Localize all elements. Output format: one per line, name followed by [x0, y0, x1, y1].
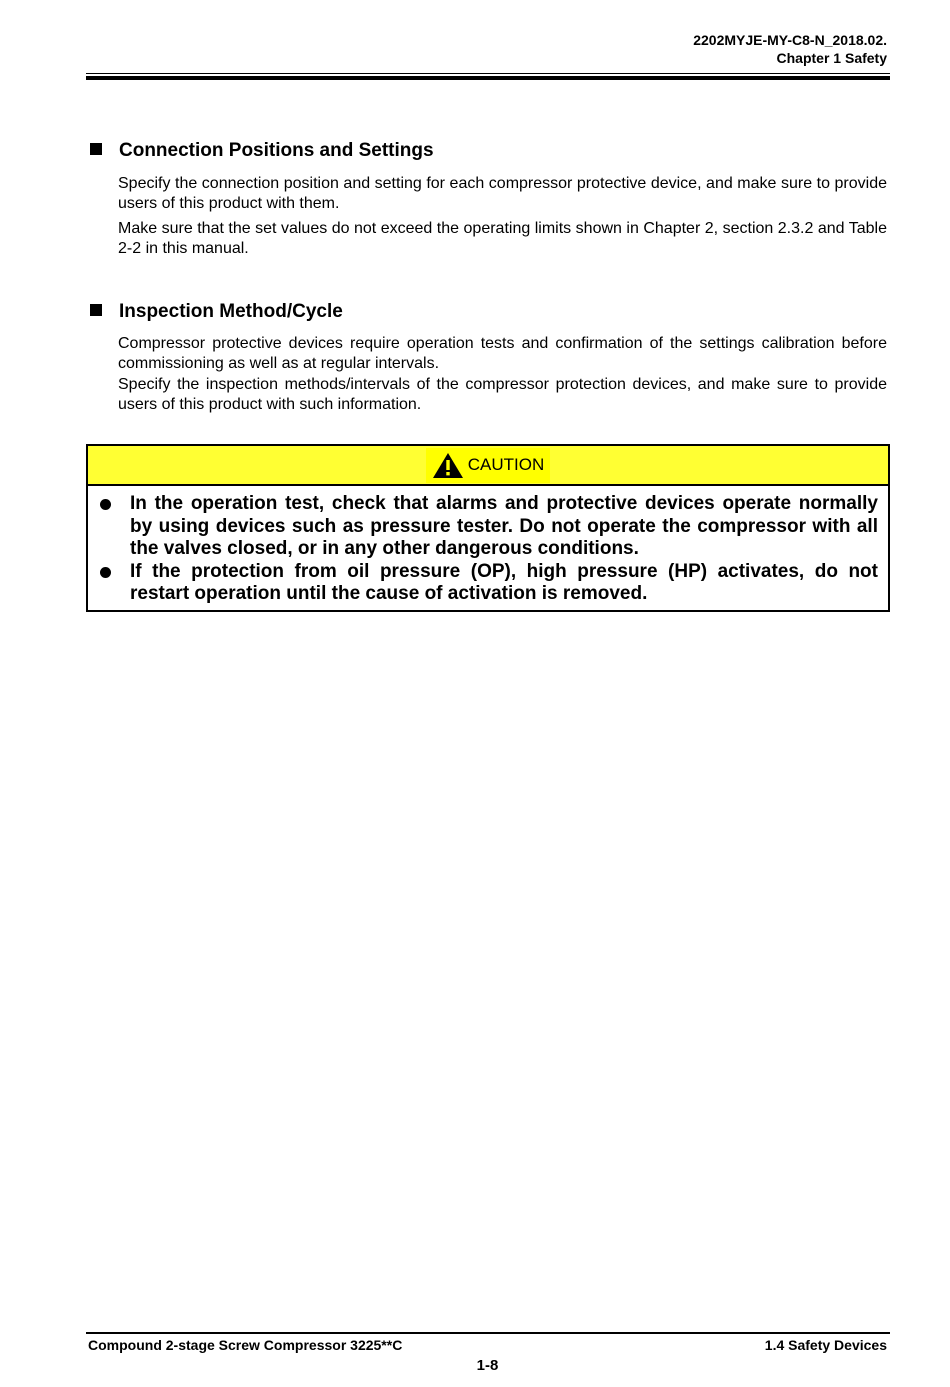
list-item: In the operation test, check that alarms and protective devices operate normally by using devices such as pressure tester. Do not operate the compressor with all the valves closed, or in any other dangerous conditions. [98, 493, 878, 561]
paragraph: Compressor protective devices require operation tests and confirmation of the settings calibration before commissioning as well as at regular intervals. [118, 335, 887, 372]
warning-triangle-icon [432, 452, 464, 479]
caution-box [86, 444, 890, 612]
paragraph: Specify the inspection methods/intervals of the compressor protection devices, and make sure to provide users of this product with such information. [118, 376, 887, 413]
paragraph: Specify the connection position and setting for each compressor protective device, and make sure to provide users of this product with them. [118, 175, 887, 212]
document-id: 2202MYJE-MY-C8-N_2018.02. [693, 32, 887, 48]
square-bullet-icon [90, 143, 102, 155]
list-item: If the protection from oil pressure (OP), high pressure (HP) activates, do not restart operation until the cause of activation is removed. [98, 561, 878, 606]
section-heading-connection: Connection Positions and Settings [90, 139, 434, 163]
bullet-dot-icon [100, 567, 111, 578]
footer-divider [86, 1332, 890, 1334]
section-heading-inspection: Inspection Method/Cycle [90, 300, 343, 324]
paragraph: Make sure that the set values do not exceed the operating limits shown in Chapter 2, section 2.3.2 and Table 2-2 in this manual. [118, 220, 887, 257]
chapter-title: Chapter 1 Safety [776, 50, 887, 66]
caution-banner [88, 446, 888, 486]
footer-product: Compound 2-stage Screw Compressor 3225**C [88, 1337, 403, 1353]
header-divider-thick [86, 76, 890, 80]
footer-section: 1.4 Safety Devices [764, 1337, 887, 1353]
header-divider-thin [86, 73, 890, 74]
page-number: 1-8 [476, 1357, 499, 1374]
square-bullet-icon [90, 304, 102, 316]
bullet-dot-icon [100, 499, 111, 510]
page-header [693, 31, 887, 67]
caution-label: CAUTION [467, 455, 545, 474]
caution-list [98, 493, 878, 606]
